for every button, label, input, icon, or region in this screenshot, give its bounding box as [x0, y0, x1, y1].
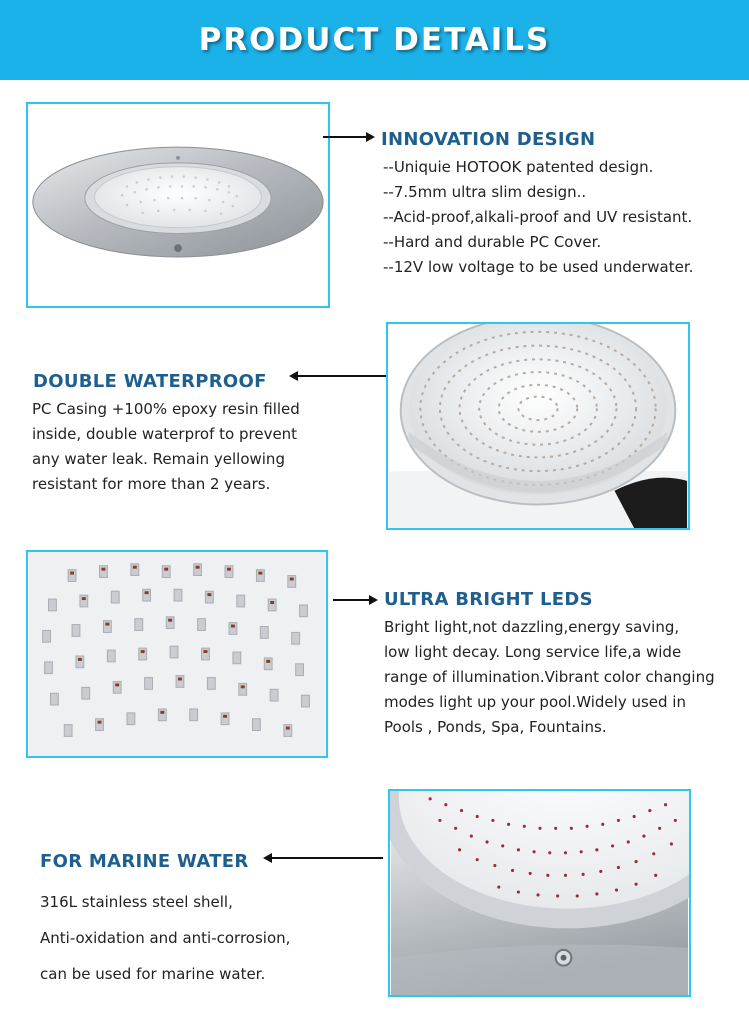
product-image-lamp	[26, 102, 330, 308]
text-line: Bright light,not dazzling,energy saving,	[384, 618, 680, 636]
product-image-steel-shell	[388, 789, 691, 997]
text-line: low light decay. Long service life,a wide	[384, 643, 682, 661]
text-line: can be used for marine water.	[40, 965, 266, 983]
title-banner	[0, 0, 749, 80]
text-line: --Acid-proof,alkali-proof and UV resistant.	[383, 208, 693, 226]
text-line: 316L stainless steel shell,	[40, 893, 233, 911]
section-heading-waterproof: DOUBLE WATERPROOF	[33, 371, 267, 392]
product-image-led-board	[26, 550, 328, 758]
text-line: modes light up your pool.Widely used in	[384, 693, 686, 711]
product-image-pc-cover	[386, 322, 690, 530]
arrow-left-2	[289, 371, 387, 381]
text-line: inside, double waterprof to prevent	[32, 425, 298, 443]
text-line: --Uniquie HOTOOK patented design.	[383, 158, 654, 176]
text-line: Anti-oxidation and anti-corrosion,	[40, 929, 291, 947]
section-text-waterproof	[32, 397, 300, 497]
section-heading-marine: FOR MARINE WATER	[40, 851, 249, 872]
text-line: Pools , Ponds, Spa, Fountains.	[384, 718, 607, 736]
arrow-left-4	[263, 853, 383, 863]
text-line: --Hard and durable PC Cover.	[383, 233, 602, 251]
text-line: --12V low voltage to be used underwater.	[383, 258, 694, 276]
section-text-leds	[384, 615, 715, 740]
arrow-right-3	[333, 595, 378, 605]
text-line: PC Casing +100% epoxy resin filled	[32, 400, 300, 418]
arrow-right-1	[323, 132, 375, 142]
page-title: PRODUCT DETAILS	[198, 22, 551, 58]
section-heading-innovation: INNOVATION DESIGN	[381, 129, 596, 150]
text-line: --7.5mm ultra slim design..	[383, 183, 587, 201]
text-line: any water leak. Remain yellowing	[32, 450, 285, 468]
section-text-innovation	[383, 155, 693, 280]
section-text-marine	[40, 884, 290, 992]
text-line: range of illumination.Vibrant color changing	[384, 668, 715, 686]
text-line: resistant for more than 2 years.	[32, 475, 271, 493]
section-heading-leds: ULTRA BRIGHT LEDS	[384, 589, 593, 610]
